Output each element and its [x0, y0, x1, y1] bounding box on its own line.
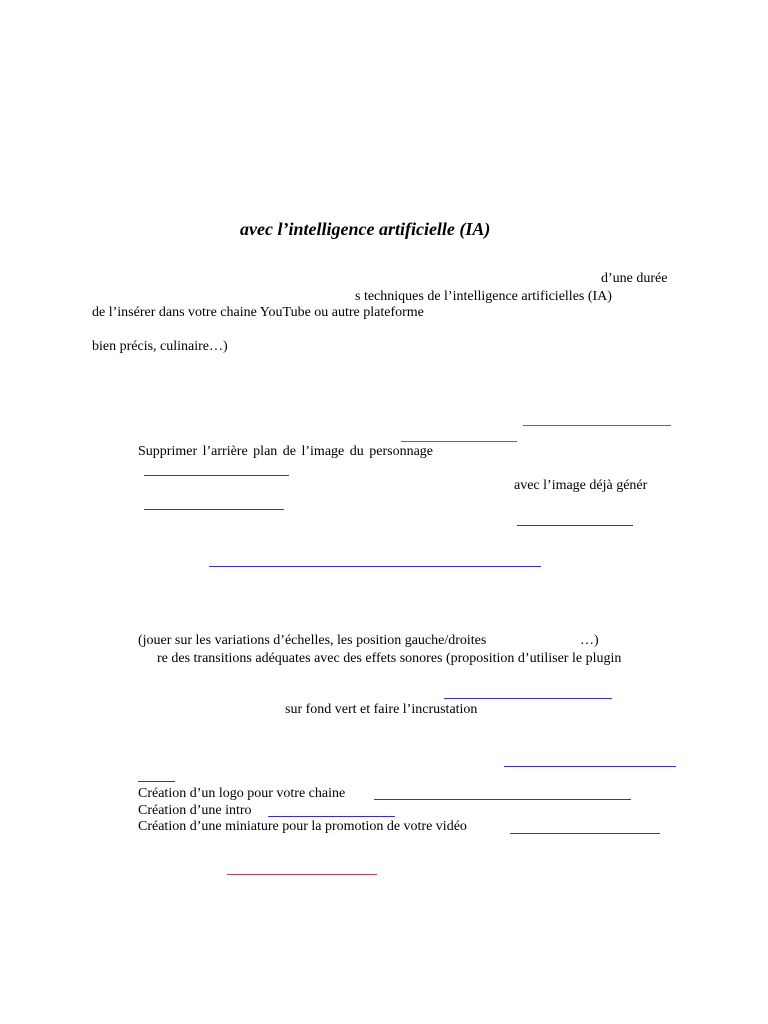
step-green-screen: sur fond vert et faire l’incrustation [285, 702, 478, 717]
step-thumbnail: Création d’une miniature pour la promotion de votre vidéo [138, 819, 467, 834]
underline-red-1 [523, 425, 671, 426]
underline-blue-6 [504, 766, 676, 767]
step-scales-end: …) [580, 633, 599, 648]
document-title: avec l’intelligence artificielle (IA) [240, 219, 491, 239]
underline-red-3 [227, 874, 377, 875]
step-logo: Création d’un logo pour votre chaine [138, 786, 346, 801]
intro-line-2: s techniques de l’intelligence artificielles (IA) [355, 289, 612, 304]
step-remove-background: Supprimer l’arrière plan de l’image du personnage [138, 444, 434, 459]
underline-blue-5 [444, 698, 612, 699]
underline-intro [268, 816, 395, 817]
step-with-image: avec l’image déjà génér [514, 478, 648, 493]
underline-blue-3 [517, 525, 633, 526]
step-scales: (jouer sur les variations d’échelles, les position gauche/droites [138, 633, 487, 648]
underline-blue-2 [144, 509, 284, 510]
step-transitions: re des transitions adéquates avec des effets sonores (proposition d’utiliser le plugin [157, 651, 622, 666]
intro-line-3: de l’insérer dans votre chaine YouTube ou autre plateforme [92, 305, 424, 320]
intro-line-4: bien précis, culinaire…) [92, 339, 228, 354]
step-intro: Création d’une intro [138, 803, 252, 818]
underline-blue-7 [138, 781, 175, 782]
underline-logo [374, 799, 631, 800]
underline-blue-1 [144, 475, 289, 476]
intro-line-1-end: d’une durée [601, 271, 668, 286]
underline-red-2 [401, 441, 517, 442]
underline-blue-4 [209, 566, 541, 567]
underline-thumbnail [510, 833, 660, 834]
